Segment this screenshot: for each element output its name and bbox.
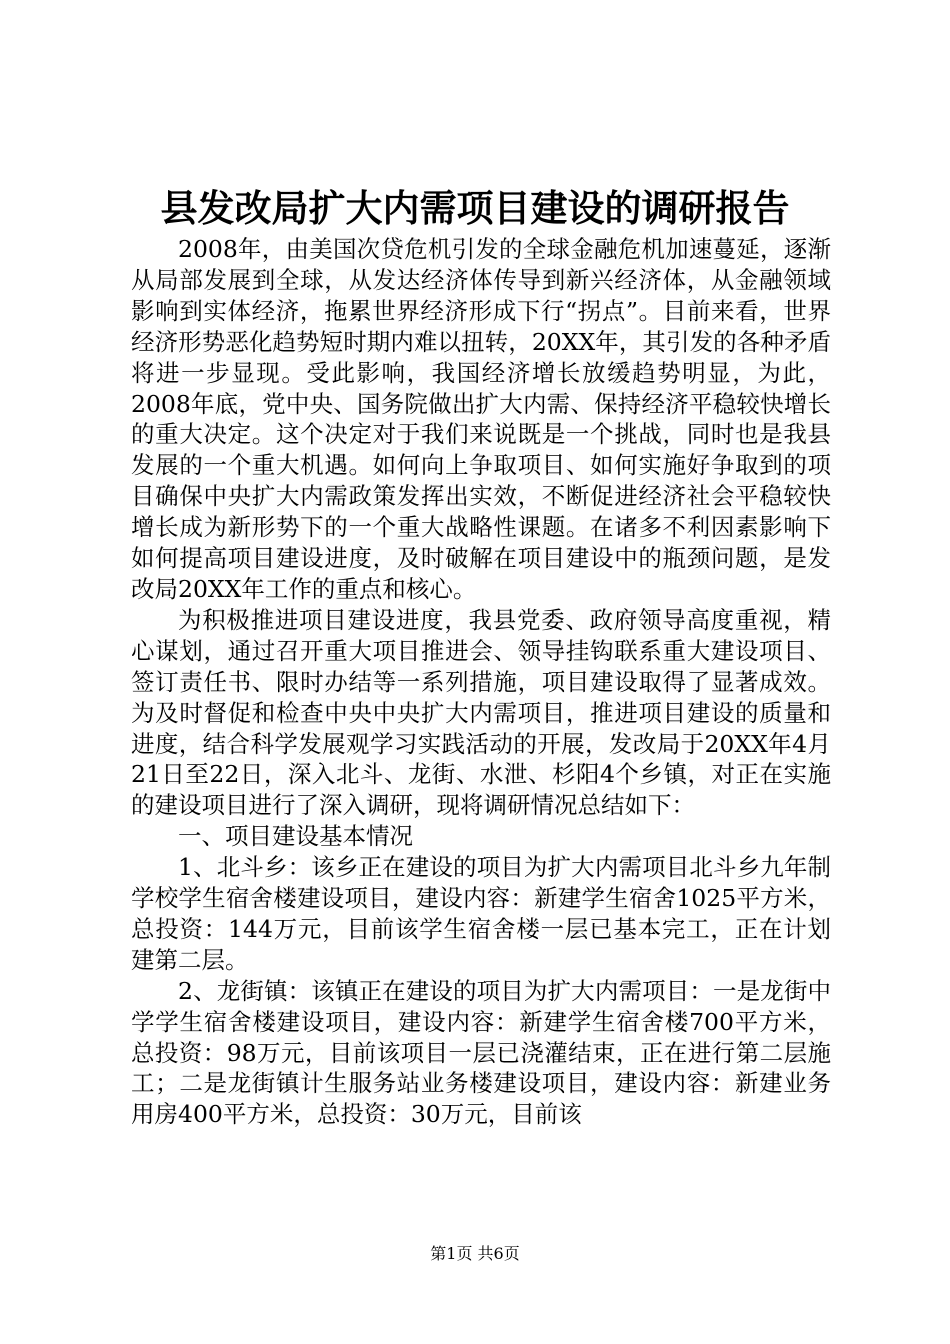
paragraph-intro: 2008年，由美国次贷危机引发的全球金融危机加速蔓延，逐渐从局部发展到全球，从发达经济体传导到新兴经济体，从金融领域影响到实体经济，拖累世界经济形成下行“拐点”。目前来看，世界经济形势恶化趋势短时期内难以扭转，20XX年，其引发的各种矛盾将进一步显现。受此影响，我国经济增长放缓趋势明显，为此，2008年底，党中央、国务院做出扩大内需、保持经济平稳较快增长的重大决定。这个决定对于我们来说既是一个挑战，同时也是我县发展的一个重大机遇。如何向上争取项目、如何实施好争取到的项目确保中央扩大内需政策发挥出实效，不断促进经济社会平稳较快增长成为新形势下的一个重大战略性课题。在诸多不利因素影响下如何提高项目建设进度，及时破解在项目建设中的瓶颈问题，是发改局20XX年工作的重点和核心。: [131, 235, 831, 603]
page-footer: 第1页 共6页: [430, 1244, 520, 1263]
paragraph-measures: 为积极推进项目建设进度，我县党委、政府领导高度重视，精心谋划，通过召开重大项目推进会、领导挂钩联系重大建设项目、签订责任书、限时办结等一系列措施，项目建设取得了显著成效。为及时督促和检查中央中央扩大内需项目，推进项目建设的质量和进度，结合科学发展观学习实践活动的开展，发改局于20XX年4月21日至22日，深入北斗、龙街、水泄、杉阳4个乡镇，对正在实施的建设项目进行了深入调研，现将调研情况总结如下：: [131, 605, 831, 820]
document-body: [131, 234, 831, 1130]
list-item-beidou: 1、北斗乡：该乡正在建设的项目为扩大内需项目北斗乡九年制学校学生宿舍楼建设项目，建设内容：新建学生宿舍1025平方米，总投资：144万元，目前该学生宿舍楼一层已基本完工，正在计划建第二层。: [131, 853, 831, 974]
section-heading: 一、项目建设基本情况: [178, 822, 413, 851]
document-title: 县发改局扩大内需项目建设的调研报告: [160, 186, 790, 230]
list-item-longjie: 2、龙街镇：该镇正在建设的项目为扩大内需项目：一是龙街中学学生宿舍楼建设项目，建设内容：新建学生宿舍楼700平方米，总投资：98万元，目前该项目一层已浇灌结束，正在进行第二层施工；二是龙街镇计生服务站业务楼建设项目，建设内容：新建业务用房400平方米，总投资：30万元，目前该: [131, 976, 831, 1129]
